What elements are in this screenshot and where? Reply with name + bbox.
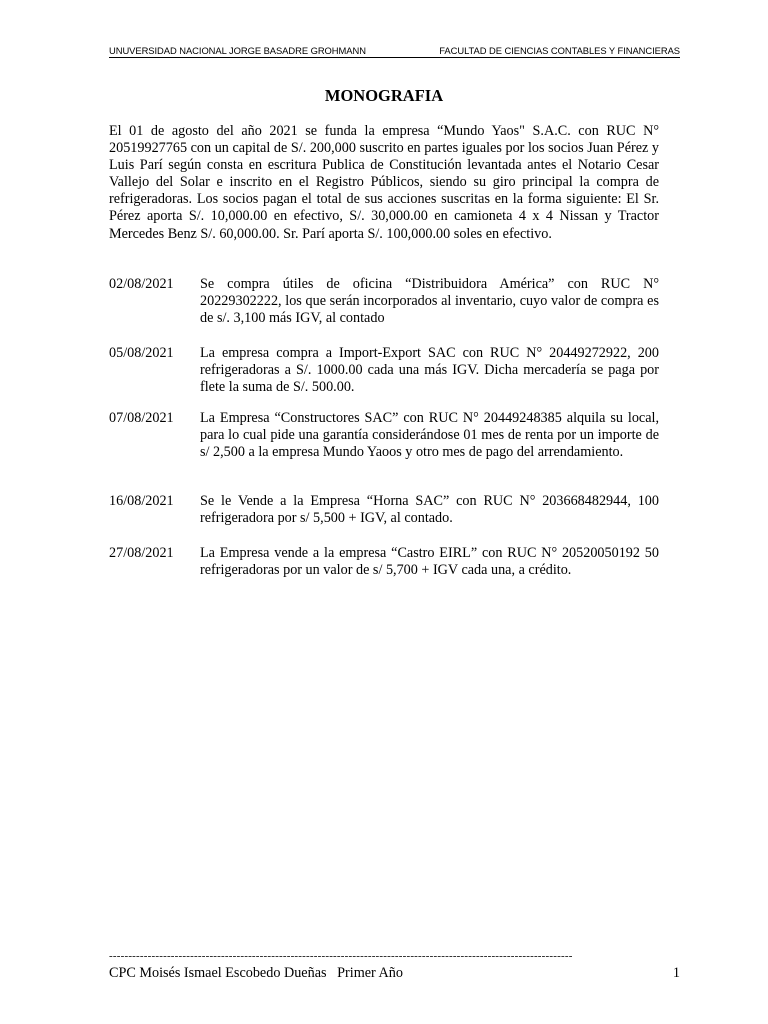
entry-text: La Empresa vende a la empresa “Castro EIRL” con RUC N° 20520050192 50 refrigeradoras por un valor de s/ 5,700 + IGV cada una, a crédito. [200, 545, 659, 579]
document-title: MONOGRAFIA [324, 86, 444, 105]
transaction-entry [109, 276, 659, 327]
page-footer [109, 964, 680, 982]
transaction-entry [109, 493, 659, 527]
entry-date: 07/08/2021 [109, 410, 174, 426]
entry-text: Se le Vende a la Empresa “Horna SAC” con RUC N° 203668482944, 100 refrigeradora por s/ 5,500 + IGV, al contado. [200, 493, 659, 527]
entry-text: La empresa compra a Import-Export SAC con RUC N° 20449272922, 200 refrigeradoras a S/. 1000.00 cada una más IGV. Dicha mercadería se paga por flete la suma de S/. 500.00. [200, 345, 659, 396]
intro-paragraph: El 01 de agosto del año 2021 se funda la empresa “Mundo Yaos" S.A.C. con RUC N° 20519927765 con un capital de S/. 200,000 suscrito en partes iguales por los socios Juan Pérez y Luis Parí según consta en escritura Publica de Constitución levantada antes el Notario Cesar Vallejo del Solar e inscrito en el Registro Públicos, siendo su giro principal la compra de refrigeradoras. Los socios pagan el total de sus acciones suscritas en la forma siguiente: El Sr. Pérez aporta S/. 10,000.00 en efectivo, S/. 30,000.00 en camioneta 4 x 4 Nissan y Tractor Mercedes Benz S/. 60,000.00. Sr. Parí aporta S/. 100,000.00 soles en efectivo. [109, 123, 659, 242]
entry-text: Se compra útiles de oficina “Distribuidora América” con RUC N° 20229302222, los que serán incorporados al inventario, cuyo valor de compra es de s/. 3,100 más IGV, al contado [200, 276, 659, 327]
footer-author: CPC Moisés Ismael Escobedo Dueñas Primer Año [109, 965, 403, 981]
page-header [109, 42, 680, 58]
page-number: 1 [672, 965, 680, 981]
entry-date: 02/08/2021 [109, 276, 174, 292]
transaction-entry [109, 410, 659, 461]
header-faculty: FACULTAD DE CIENCIAS CONTABLES Y FINANCIERAS [439, 45, 680, 56]
transaction-entry [109, 545, 659, 579]
header-university: UNUVERSIDAD NACIONAL JORGE BASADRE GROHMANN [109, 45, 366, 56]
entry-date: 27/08/2021 [109, 545, 174, 561]
entry-text: La Empresa “Constructores SAC” con RUC N° 20449248385 alquila su local, para lo cual pide una garantía considerándose 01 mes de renta por un importe de s/ 2,500 a la empresa Mundo Yaoos y otro mes de pago del arrendamiento. [200, 410, 659, 461]
entry-date: 16/08/2021 [109, 493, 174, 509]
transaction-entry [109, 345, 659, 396]
footer-dashed-rule: ------------------------------------------------------------------------------------------------------------------------ [109, 950, 573, 962]
entry-date: 05/08/2021 [109, 345, 174, 361]
